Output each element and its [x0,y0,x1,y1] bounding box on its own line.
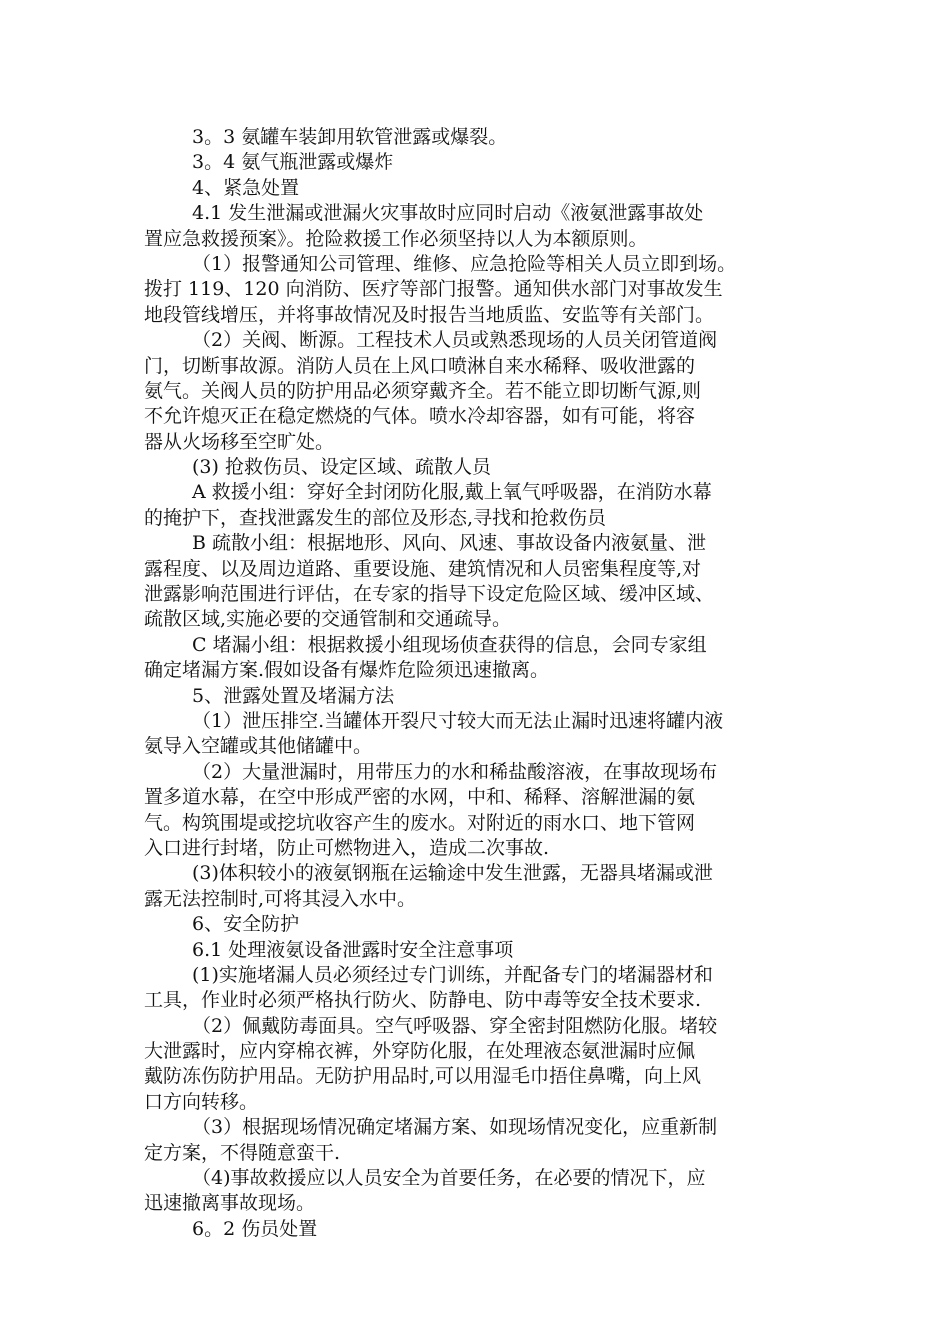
text-line: 门，切断事故源。消防人员在上风口喷淋自来水稀释、吸收泄露的 [144,354,696,377]
text-line: 口方向转移。 [144,1090,259,1113]
text-line: 入口进行封堵，防止可燃物进入，造成二次事故. [144,836,550,859]
text-line: 拨打 119、120 向消防、医疗等部门报警。通知供水部门对事故发生 [144,278,723,301]
text-line: 6.1 处理液氨设备泄露时安全注意事项 [192,938,514,961]
text-line: （2）大量泄漏时，用带压力的水和稀盐酸溶液，在事故现场布 [192,760,718,783]
text-line: （1）泄压排空.当罐体开裂尺寸较大而无法止漏时迅速将罐内液 [192,709,724,732]
text-line: 露无法控制时,可将其浸入水中。 [144,887,417,910]
text-line: （4)事故救援应以人员安全为首要任务，在必要的情况下，应 [192,1167,706,1190]
document-body [144,125,820,1242]
text-line: 迅速撤离事故现场。 [144,1192,316,1215]
text-line: A 救援小组：穿好全封闭防化服,戴上氧气呼吸器，在消防水幕 [192,481,712,504]
text-line: （3）根据现场情况确定堵漏方案、如现场情况变化，应重新制 [192,1116,718,1139]
text-line: 确定堵漏方案.假如设备有爆炸危险须迅速撤离。 [144,659,550,682]
text-line: 置应急救援预案》。抢险救援工作必须坚持以人为本额原则。 [144,227,648,250]
text-line: 4、紧急处置 [192,176,300,199]
text-line: 定方案，不得随意蛮干. [144,1141,341,1164]
text-line: (3)体积较小的液氨钢瓶在运输途中发生泄露，无器具堵漏或泄 [192,862,713,885]
text-line: 疏散区域,实施必要的交通管制和交通疏导。 [144,608,512,631]
text-line: (1)实施堵漏人员必须经过专门训练，并配备专门的堵漏器材和 [192,963,713,986]
text-line: 器从火场移至空旷处。 [144,430,335,453]
text-line: C 堵漏小组：根据救援小组现场侦查获得的信息，会同专家组 [192,633,707,656]
text-line: 戴防冻伤防护用品。无防护用品时,可以用湿毛巾捂住鼻嘴，向上风 [144,1065,702,1088]
text-line: 3。4 氨气瓶泄露或爆炸 [192,151,394,174]
text-line: 泄露影响范围进行评估，在专家的指导下设定危险区域、缓冲区域、 [144,583,715,606]
text-line: 不允许熄灭正在稳定燃烧的气体。喷水冷却容器，如有可能，将容 [144,405,696,428]
text-line: （2）佩戴防毒面具。空气呼吸器、穿全密封阻燃防化服。堵较 [192,1014,718,1037]
text-line: 置多道水幕，在空中形成严密的水网，中和、稀释、溶解泄漏的氨 [144,786,696,809]
text-line: 氨导入空罐或其他储罐中。 [144,735,373,758]
text-line: 氨气。关阀人员的防护用品必须穿戴齐全。若不能立即切断气源,则 [144,379,702,402]
text-line: （1）报警通知公司管理、维修、应急抢险等相关人员立即到场。 [192,252,737,275]
text-line: 气。构筑围堤或挖坑收容产生的废水。对附近的雨水口、地下管网 [144,811,696,834]
text-line: 6、安全防护 [192,913,300,936]
text-line: (3) 抢救伤员、设定区域、疏散人员 [192,456,491,479]
text-line: 4.1 发生泄漏或泄漏火灾事故时应同时启动《液氨泄露事故处 [192,202,704,225]
text-line: B 疏散小组：根据地形、风向、风速、事故设备内液氨量、泄 [192,532,707,555]
text-line: 5、泄露处置及堵漏方法 [192,684,395,707]
text-line: 6。2 伤员处置 [192,1217,318,1240]
text-line: （2）关阀、断源。工程技术人员或熟悉现场的人员关闭管道阀 [192,329,718,352]
text-line: 工具，作业时必须严格执行防火、防静电、防中毒等安全技术要求. [144,989,702,1012]
text-line: 的掩护下，查找泄露发生的部位及形态,寻找和抢救伤员 [144,506,607,529]
text-line: 3。3 氨罐车装卸用软管泄露或爆裂。 [192,126,508,148]
text-line: 地段管线增压，并将事故情况及时报告当地质监、安监等有关部门。 [144,303,715,326]
text-line: 大泄露时，应内穿棉衣裤，外穿防化服，在处理液态氨泄漏时应佩 [144,1040,696,1063]
text-line: 露程度、以及周边道路、重要设施、建筑情况和人员密集程度等,对 [144,557,702,580]
